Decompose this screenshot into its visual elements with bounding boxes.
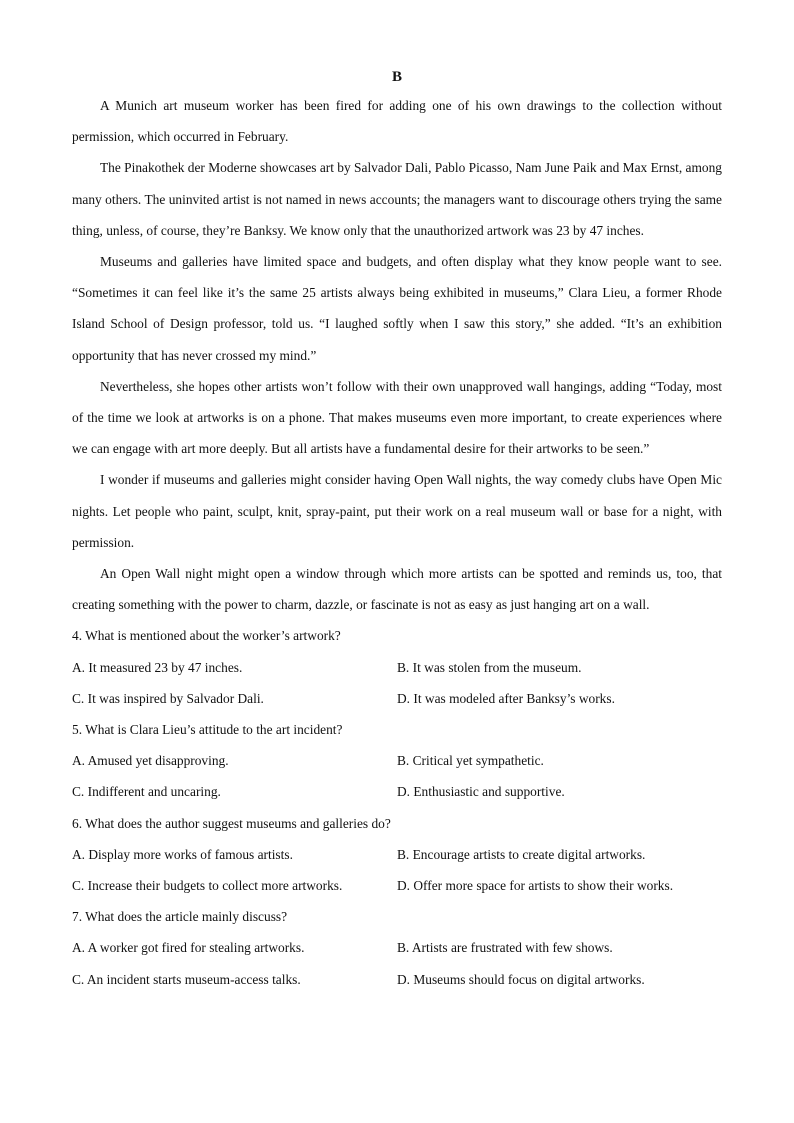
option-grid (72, 932, 722, 994)
question-7 (72, 901, 722, 995)
option-d: D. Enthusiastic and supportive. (397, 784, 565, 800)
paragraph: I wonder if museums and galleries might consider having Open Wall nights, the way comedy clubs have Open Mic nights. Let people who paint, sculpt, knit, spray-paint, put their work on a real museum wall or base for a night, with permission. (72, 472, 722, 550)
option-d: D. Offer more space for artists to show their works. (397, 878, 674, 894)
option-c: C. Increase their budgets to collect more artworks. (72, 878, 343, 894)
option-a: A. It measured 23 by 47 inches. (72, 659, 243, 675)
option-a: A. A worker got fired for stealing artworks. (72, 940, 305, 956)
option-d: D. Museums should focus on digital artworks. (397, 971, 645, 987)
option-c: C. An incident starts museum-access talks. (72, 971, 301, 987)
option-grid (72, 745, 722, 807)
document-page (72, 64, 722, 995)
option-b: B. Critical yet sympathetic. (397, 753, 544, 769)
section-title: B (391, 69, 402, 85)
option-a: A. Display more works of famous artists. (72, 846, 293, 862)
option-c: C. It was inspired by Salvador Dali. (72, 690, 264, 706)
question-stem: 5. What is Clara Lieu’s attitude to the art incident? (72, 722, 343, 738)
option-b: B. It was stolen from the museum. (397, 659, 582, 675)
question-4 (72, 620, 722, 714)
paragraph: A Munich art museum worker has been fired for adding one of his own drawings to the collection without permission, which occurred in February. (72, 98, 722, 145)
question-stem: 6. What does the author suggest museums and galleries do? (72, 815, 391, 831)
paragraph: Museums and galleries have limited space and budgets, and often display what they know people want to see. “Sometimes it can feel like it’s the same 25 artists always being exhibited in museums,” Clara Lieu, a former Rhode Island School of Design professor, told us. “I laughed softly when I saw this story,” she added. “It’s an exhibition opportunity that has never crossed my mind.” (72, 254, 722, 363)
option-grid (72, 839, 722, 901)
paragraph: Nevertheless, she hopes other artists won’t follow with their own unapproved wall hangings, adding “Today, most of the time we look at artworks is on a phone. That makes museums even more important, to create experiences where we can engage with art more deeply. But all artists have a fundamental desire for their artworks to be seen.” (72, 378, 722, 457)
question-5 (72, 714, 722, 808)
passage (72, 90, 722, 620)
option-b: B. Artists are frustrated with few shows. (397, 940, 613, 956)
question-stem: 4. What is mentioned about the worker’s artwork? (72, 628, 341, 644)
question-stem: 7. What does the article mainly discuss? (72, 909, 288, 925)
option-a: A. Amused yet disapproving. (72, 753, 229, 769)
paragraph: An Open Wall night might open a window through which more artists can be spotted and reminds us, too, that creating something with the power to charm, dazzle, or fascinate is not as easy as just hanging art on a wall. (72, 566, 722, 613)
question-6 (72, 808, 722, 902)
option-grid (72, 652, 722, 714)
paragraph: The Pinakothek der Moderne showcases art by Salvador Dali, Pablo Picasso, Nam June Paik and Max Ernst, among many others. The uninvited artist is not named in news accounts; the managers want to discourage others trying the same thing, unless, of course, they’re Banksy. We know only that the unauthorized artwork was 23 by 47 inches. (72, 160, 722, 238)
option-c: C. Indifferent and uncaring. (72, 784, 221, 800)
option-d: D. It was modeled after Banksy’s works. (397, 690, 615, 706)
option-b: B. Encourage artists to create digital artworks. (397, 846, 646, 862)
